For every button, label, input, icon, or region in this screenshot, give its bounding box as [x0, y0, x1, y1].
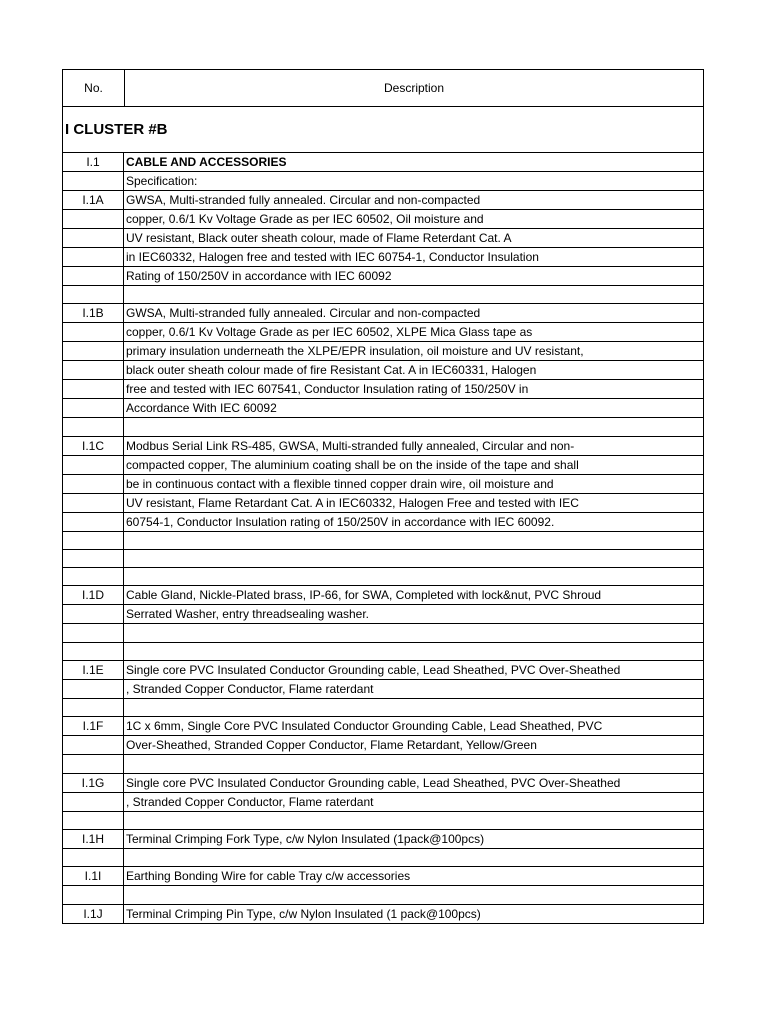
- item-number-cell: [63, 886, 124, 904]
- item-number-cell: I.1H: [63, 829, 124, 848]
- table-row: [63, 172, 704, 191]
- table-row: [63, 773, 704, 792]
- item-number-cell: [63, 323, 124, 342]
- description-cell: [124, 531, 704, 549]
- item-number-cell: [63, 493, 124, 512]
- table-row: [63, 531, 704, 549]
- description-cell: Cable Gland, Nickle-Plated brass, IP-66, for SWA, Completed with lock&nut, PVC Shroud: [124, 586, 704, 605]
- description-cell: black outer sheath colour made of fire Resistant Cat. A in IEC60331, Halogen: [124, 361, 704, 380]
- table-row: [63, 699, 704, 717]
- table-row: [63, 323, 704, 342]
- item-number-cell: [63, 229, 124, 248]
- table-row: [63, 792, 704, 811]
- table-row: [63, 153, 704, 172]
- table-row: [63, 474, 704, 493]
- description-cell: 60754-1, Conductor Insulation rating of 150/250V in accordance with IEC 60092.: [124, 512, 704, 531]
- cluster-title: I CLUSTER #B: [62, 107, 704, 152]
- item-number-cell: [63, 699, 124, 717]
- table-row: [63, 904, 704, 923]
- table-row: [63, 191, 704, 210]
- description-cell: [124, 848, 704, 866]
- item-number-cell: [63, 642, 124, 660]
- header-no: No.: [63, 70, 125, 106]
- item-number-cell: I.1A: [63, 191, 124, 210]
- description-cell: [124, 755, 704, 773]
- items-table: [62, 152, 704, 924]
- table-row: [63, 605, 704, 624]
- item-number-cell: [63, 680, 124, 699]
- description-cell: Accordance With IEC 60092: [124, 399, 704, 418]
- item-number-cell: I.1C: [63, 436, 124, 455]
- header-description: Description: [383, 81, 445, 95]
- item-number-cell: [63, 605, 124, 624]
- description-cell: Modbus Serial Link RS-485, GWSA, Multi-stranded fully annealed, Circular and non-: [124, 436, 704, 455]
- table-row: [63, 267, 704, 286]
- item-number-cell: [63, 568, 124, 586]
- table-row: [63, 399, 704, 418]
- item-number-cell: [63, 848, 124, 866]
- description-cell: copper, 0.6/1 Kv Voltage Grade as per IEC 60502, Oil moisture and: [124, 210, 704, 229]
- table-row: [63, 248, 704, 267]
- item-number-cell: I.1G: [63, 773, 124, 792]
- description-cell: GWSA, Multi-stranded fully annealed. Circular and non-compacted: [124, 304, 704, 323]
- description-cell: Over-Sheathed, Stranded Copper Conductor, Flame Retardant, Yellow/Green: [124, 736, 704, 755]
- item-number-cell: [63, 248, 124, 267]
- description-cell: [124, 418, 704, 436]
- table-row: [63, 229, 704, 248]
- description-cell: , Stranded Copper Conductor, Flame raterdant: [124, 680, 704, 699]
- table-row: [63, 717, 704, 736]
- table-header: [62, 69, 704, 107]
- table-row: [63, 736, 704, 755]
- item-number-cell: I.1F: [63, 717, 124, 736]
- item-number-cell: I.1: [63, 153, 124, 172]
- table-row: [63, 286, 704, 304]
- table-row: [63, 342, 704, 361]
- table-row: [63, 418, 704, 436]
- table-row: [63, 568, 704, 586]
- item-number-cell: [63, 474, 124, 493]
- description-cell: Serrated Washer, entry threadsealing washer.: [124, 605, 704, 624]
- item-number-cell: [63, 512, 124, 531]
- description-cell: Terminal Crimping Fork Type, c/w Nylon Insulated (1pack@100pcs): [124, 829, 704, 848]
- description-cell: [124, 286, 704, 304]
- description-cell: free and tested with IEC 607541, Conductor Insulation rating of 150/250V in: [124, 380, 704, 399]
- table-row: [63, 680, 704, 699]
- item-number-cell: [63, 418, 124, 436]
- description-cell: [124, 886, 704, 904]
- description-cell: Terminal Crimping Pin Type, c/w Nylon Insulated (1 pack@100pcs): [124, 904, 704, 923]
- table-row: [63, 210, 704, 229]
- description-cell: [124, 811, 704, 829]
- table-row: [63, 848, 704, 866]
- description-cell: primary insulation underneath the XLPE/EPR insulation, oil moisture and UV resistant,: [124, 342, 704, 361]
- description-cell: [124, 568, 704, 586]
- description-cell: be in continuous contact with a flexible tinned copper drain wire, oil moisture and: [124, 474, 704, 493]
- table-row: [63, 436, 704, 455]
- table-row: [63, 512, 704, 531]
- item-number-cell: [63, 286, 124, 304]
- item-number-cell: [63, 342, 124, 361]
- description-cell: compacted copper, The aluminium coating shall be on the inside of the tape and shall: [124, 455, 704, 474]
- description-cell: , Stranded Copper Conductor, Flame raterdant: [124, 792, 704, 811]
- spreadsheet: [62, 69, 704, 924]
- table-row: [63, 886, 704, 904]
- item-number-cell: I.1B: [63, 304, 124, 323]
- description-cell: in IEC60332, Halogen free and tested with IEC 60754-1, Conductor Insulation: [124, 248, 704, 267]
- item-number-cell: [63, 380, 124, 399]
- description-cell: GWSA, Multi-stranded fully annealed. Circular and non-compacted: [124, 191, 704, 210]
- description-cell: Single core PVC Insulated Conductor Grounding cable, Lead Sheathed, PVC Over-Sheathed: [124, 661, 704, 680]
- table-row: [63, 304, 704, 323]
- description-cell: Specification:: [124, 172, 704, 191]
- table-row: [63, 867, 704, 886]
- table-row: [63, 661, 704, 680]
- item-number-cell: [63, 361, 124, 380]
- item-number-cell: [63, 455, 124, 474]
- item-number-cell: I.1I: [63, 867, 124, 886]
- table-row: [63, 624, 704, 642]
- table-row: [63, 586, 704, 605]
- item-number-cell: [63, 792, 124, 811]
- description-cell: [124, 624, 704, 642]
- table-row: [63, 755, 704, 773]
- description-cell: 1C x 6mm, Single Core PVC Insulated Conductor Grounding Cable, Lead Sheathed, PVC: [124, 717, 704, 736]
- table-row: [63, 549, 704, 567]
- item-number-cell: I.1J: [63, 904, 124, 923]
- description-cell: [124, 549, 704, 567]
- table-row: [63, 493, 704, 512]
- description-cell: CABLE AND ACCESSORIES: [124, 153, 704, 172]
- item-number-cell: [63, 549, 124, 567]
- item-number-cell: I.1D: [63, 586, 124, 605]
- item-number-cell: [63, 172, 124, 191]
- description-cell: Earthing Bonding Wire for cable Tray c/w accessories: [124, 867, 704, 886]
- item-number-cell: I.1E: [63, 661, 124, 680]
- table-row: [63, 829, 704, 848]
- table-row: [63, 642, 704, 660]
- table-row: [63, 361, 704, 380]
- description-cell: Rating of 150/250V in accordance with IEC 60092: [124, 267, 704, 286]
- description-cell: [124, 642, 704, 660]
- description-cell: UV resistant, Black outer sheath colour, made of Flame Reterdant Cat. A: [124, 229, 704, 248]
- item-number-cell: [63, 811, 124, 829]
- description-cell: copper, 0.6/1 Kv Voltage Grade as per IEC 60502, XLPE Mica Glass tape as: [124, 323, 704, 342]
- item-number-cell: [63, 624, 124, 642]
- item-number-cell: [63, 755, 124, 773]
- table-row: [63, 811, 704, 829]
- item-number-cell: [63, 399, 124, 418]
- description-cell: Single core PVC Insulated Conductor Grounding cable, Lead Sheathed, PVC Over-Sheathed: [124, 773, 704, 792]
- item-number-cell: [63, 736, 124, 755]
- description-cell: UV resistant, Flame Retardant Cat. A in IEC60332, Halogen Free and tested with IEC: [124, 493, 704, 512]
- item-number-cell: [63, 531, 124, 549]
- description-cell: [124, 699, 704, 717]
- table-row: [63, 380, 704, 399]
- table-row: [63, 455, 704, 474]
- item-number-cell: [63, 267, 124, 286]
- item-number-cell: [63, 210, 124, 229]
